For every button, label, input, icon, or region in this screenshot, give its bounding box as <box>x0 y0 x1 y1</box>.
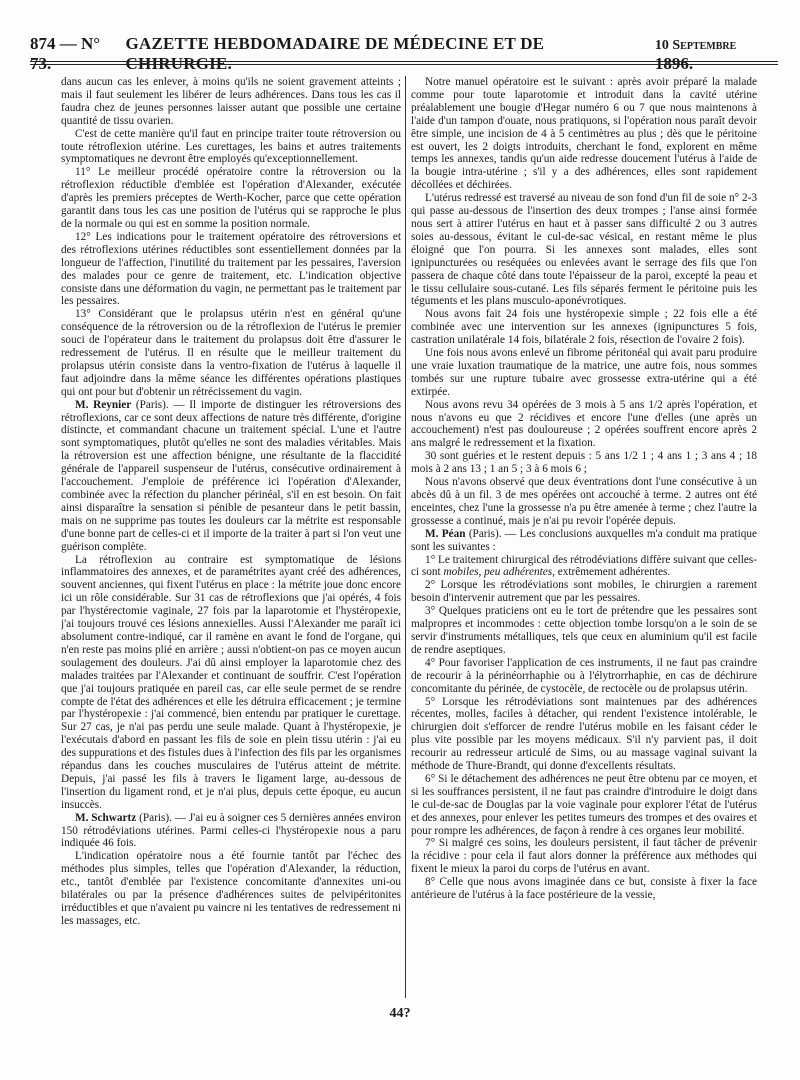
paragraph-text: 11° Le meilleur procédé opératoire contre la rétroversion ou la rétroflexion réductible d'emblée est l'opération d'Alexander, exécutée d'après les premiers préceptes de Werth-Kocher, parce que cette opération garantit dans tous les cas une position de l'utérus qui se rapproche le plus de la normale ou qui est en somme la position normale. <box>61 166 401 230</box>
right-column <box>411 76 757 1021</box>
paragraph-text: L'indication opératoire nous a été fournie tantôt par l'échec des méthodes plus simples, telles que l'opération d'Alexander, la réduction, etc., tantôt d'emblée par l'existence concomitante d'annexites uni-ou bilatérales ou par la présence d'adhérences suites de pelvipéritonites irréductibles et que n'avaient pu vaincre ni les tentatives de redressement ni les massages, etc. <box>61 850 401 927</box>
emphasis-text: mobiles, peu adhérentes <box>443 566 553 579</box>
paragraph <box>411 76 757 192</box>
paragraph-text: Notre manuel opératoire est le suivant : après avoir préparé la malade comme pour toute laparotomie et introduit dans la cavité utérine préalablement une bougie d'Hegar numéro 6 ou 7 que nous maintenons à l'aide d'un tampon d'ouate, nous pratiquons, si l'opération nous paraît devoir être simple, une incision de 4 à 5 centimètres au plus ; dès que le péritoine est ouvert, les 2 doigts introduits, cherchant le fond, explorent en même temps les annexes, tandis qu'un aide redresse doucement l'utérus à l'aide de la bougie intra-utérine ; s'il y a des adhérences, elles sont rapidement décollées et déchirées. <box>411 76 757 192</box>
issue-date <box>655 38 778 74</box>
paragraph-text: dans aucun cas les enlever, à moins qu'ils ne soient gravement atteints ; mais il faut seulement les libérer de leurs adhérences. Dans tous les cas il faudra chez de jeunes personnes laisser autant que possible une certaine quantité de tissu ovarien. <box>61 76 401 127</box>
speaker-name: M. Péan <box>425 527 466 540</box>
paragraph <box>411 308 757 347</box>
issue-date-day-month: 10 Septembre <box>654 38 737 53</box>
paragraph-text: 4° Pour favoriser l'application de ces instruments, il ne faut pas craindre de recourir à la périnéorrhaphie ou à l'élytrorrhaphie, en cas de déchirure concomitante du périnée, de cystocèle, de rectocèle ou de prolapsus utérin. <box>411 656 757 695</box>
paragraph-text: (Paris). — J'ai eu à soigner ces 5 dernières années environ 150 rétrodéviations utérines. Parmi celles-ci l'hystéropexie nous a paru indiquée 46 fois. <box>61 811 401 850</box>
paragraph <box>411 192 757 308</box>
journal-title: GAZETTE HEBDOMADAIRE DE MÉDECINE ET DE CHIRURGIE. <box>125 34 545 73</box>
paragraph-text: Nous avons fait 24 fois une hystéropexie simple ; 22 fois elle a été combinée avec une intervention sur les annexes (ignipunctures 5 fois, castration unilatérale 14 fois, bilatérale 2 fois, résection de l'ovaire 2 fois). <box>411 308 757 347</box>
paragraph-text: 2° Lorsque les rétrodéviations sont mobiles, le chirurgien a rarement besoin d'intervenir autrement que par les pessaires. <box>411 579 757 605</box>
paragraph-text: 3° Quelques praticiens ont eu le tort de prétendre que les pessaires sont malpropres et incommodes : cette objection tombe lorsqu'on a le soin de se servir d'instruments métalliques, tels que ceux en aluminium qu'il est facile de rendre aseptiques. <box>411 605 757 656</box>
paragraph <box>411 773 757 838</box>
paragraph-text: 5° Lorsque les rétrodéviations sont maintenues par des adhérences récentes, molles, faciles à détacher, qui rendent l'existence intolérable, le chirurgien doit s'efforcer de rendre l'utérus mobile en les faisant céder le plus vite possible par les moyens médicaux. S'il n'y parvient pas, il doit recourir au redresseur articulé de Sims, ou au massage vaginal suivant la méthode de Thure-Brandt, qui donne d'excellents résultats. <box>411 695 757 773</box>
paragraph-text: Nous avons revu 34 opérées de 3 mois à 5 ans 1/2 après l'opération, et nous n'avons eu que 2 récidives et encore l'une d'elles (une après un accouchement) n'est pas douloureuse ; 2 opérées souffrent encore après 2 ans malgré le redressement et la fixation. <box>411 398 757 450</box>
paragraph <box>61 554 401 812</box>
paragraph <box>411 579 757 605</box>
paragraph <box>61 166 401 231</box>
paragraph-text: Nous n'avons observé que deux éventrations dont l'une consécutive à un abcès dû à un fil. 3 de mes opérées ont accouché à terme. 2 autres ont été enceintes, chez l'une la grossesse n'a pu être amenée à terme ; chez l'autre la grossesse a continué, mais je n'ai pu revoir l'opérée depuis. <box>411 476 757 527</box>
paragraph <box>411 837 757 876</box>
paragraph-text: 1° Le traitement chirurgical des rétrodéviations diffère suivant que celles-ci sont <box>411 553 757 579</box>
paragraph <box>411 876 757 902</box>
paragraph <box>61 850 401 927</box>
paragraph-text: Une fois nous avons enlevé un fibrome péritonéal qui avait paru produire une vraie luxation traumatique de la matrice, une autre fois, nous sommes tombés sur une rupture tubaire avec grossesse extra-utérine qui a été extirpée. <box>411 347 757 398</box>
paragraph-text: 8° Celle que nous avons imaginée dans ce but, consiste à fixer la face antérieure de l'utérus à la face postérieure de la vessie, <box>411 876 757 902</box>
paragraph-text: C'est de cette manière qu'il faut en principe traiter toute rétroversion ou toute rétroflexion utérine. Les curettages, les bains et autres traitements symptomatiques ne devront être employés qu'exceptionnellement. <box>61 127 401 166</box>
paragraph-text: (Paris). — Il importe de distinguer les rétroversions des rétroflexions, car ce sont deux affections de nature très différente, d'origine distincte, et commandant chacune un traitement spécial. L'une et l'autre sont symptomatiques, plutôt qu'elles ne sont des maladies véritables. Mais la rétroversion est une affection bénigne, une résultante de la flaccidité générale de l'appareil suspenseur de l'utérus, consécutive ordinairement à l'accouchement. J'emploie de préférence ici l'opération d'Alexander, combinée avec la réfection du plancher périnéal, s'il en est besoin. On fait ainsi disparaître la sensation si pénible de pesanteur dans le petit bassin, mais on ne supprime pas toutes les douleurs car la métrite est responsable d'une bonne part de celles-ci et il importe de la traiter à part si l'on veut une guérison complète. <box>61 398 401 553</box>
left-column <box>61 76 401 1021</box>
header-rule <box>30 61 778 62</box>
folio-number: 44? <box>389 1006 411 1021</box>
paragraph-text: (Paris). — Les conclusions auxquelles m'a conduit ma pratique sont les suivantes : <box>411 527 757 553</box>
paragraph <box>61 231 401 308</box>
paragraph <box>411 657 757 696</box>
paragraph <box>411 696 757 773</box>
paragraph <box>61 76 401 128</box>
paragraph-text: 6° Si le détachement des adhérences ne peut être obtenu par ce moyen, et si les souffrances persistent, il ne faut pas craindre d'introduire le doigt dans le cul-de-sac de Douglas par la voie vaginale pour explorer l'état de l'utérus et des annexes, pour enlever les petites tumeurs des trompes et des ovaires et pour rompre les adhérences, de façon à rendre à ces organes leur mobilité. <box>411 772 757 837</box>
paragraph <box>411 399 757 451</box>
paragraph-text: L'utérus redressé est traversé au niveau de son fond d'un fil de soie n° 2-3 qui passe au-dessous de l'insertion des deux trompes ; l'anse ainsi formée nous sert à attirer l'utérus en haut et à passer sans difficulté 2 ou 3 autres soies au-dessous, évitant le cul-de-sac vésical, en restant même le plus éloigné que l'on pourra. Si les annexes sont malades, elles sont ignipuncturées ou reséquées ou enlevées avant le serrage des fils que l'on passera de chaque côté dans toute l'épaisseur de la paroi, excepté la peau et le tissu cellulaire sous-cutané. Les fils séparés ferment le péritoine puis les téguments et les plans musculo-aponévrotiques. <box>411 192 757 308</box>
paragraph <box>411 554 757 580</box>
paragraph <box>411 450 757 476</box>
speaker-name: M. Schwartz <box>75 811 137 824</box>
paragraph <box>411 476 757 528</box>
paragraph <box>61 128 401 167</box>
column-divider <box>405 76 406 998</box>
paragraph-text: La rétroflexion au contraire est symptomatique de lésions inflammatoires des annexes, et de paramétrites ayant créé des adhérences, souvent anciennes, qui fixent l'utérus en place : la métrite joue donc encore ici un rôle considérable. Sur 31 cas de rétroflexions que j'ai opérés, 4 fois par l'hystérectomie vaginale, 27 fois par la laparotomie et l'hystéropexie, j'ai toujours trouvé ces lésions annexielles. Aussi l'Alexander me paraît ici absolument contre-indiqué, car il ramène en avant le fond de l'organe, qui n'en reste pas moins plié en arrière ; aussi n'obtient-on pas ce moyen aucun soulagement des douleurs. J'ai dû ainsi employer la laparotomie chez des malades traitées par l'Alexander et continuant de souffrir. C'est l'opération que j'ai toujours pratiquée en pareil cas, car elle seule permet de se rendre compte de l'état des adhérences et elle les détruira efficacement ; je termine par l'hystéropexie : j'ai commencé, bien entendu par pratiquer le curettage. Sur 27 cas, je n'ai pas perdu une seule malade. Quant à l'hystéropexie, je l'exécutais d'abord en passant les fils de soie en plein tissu utérin : j'ai eu des suppurations et des fistules dues à l'infection des fils par les organismes répandus dans les couches musculaires de l'utérus atteint de métrite. Depuis, j'ai passé les fils à travers le ligament large, au-dessous de l'insertion du ligament rond, et je n'ai plus, depuis cette époque, eu aucun insuccès. <box>61 553 401 811</box>
page-number-issue: 874 — N° 73. <box>30 34 101 73</box>
paragraph-text: 30 sont guéries et le restent depuis : 5 ans 1/2 1 ; 4 ans 1 ; 3 ans 4 ; 18 mois à 2 ans 13 ; 1 an 5 ; 3 à 6 mois 6 ; <box>411 450 757 476</box>
header-rule-double <box>30 64 778 65</box>
paragraph <box>411 528 757 554</box>
paragraph <box>411 605 757 657</box>
paragraph-text: 12° Les indications pour le traitement opératoire des rétroversions et des rétroflexions utérines réductibles sont essentiellement données par la longueur de l'affection, l'inutilité du traitement par les pessaires, l'aversion des malades pour ce genre de traitement, etc. L'indication objective consiste dans une déformation du vagin, ne permettant pas le traitement par les pessaires. <box>61 230 401 308</box>
running-header <box>30 34 778 73</box>
paragraph-text: , extrêmement adhérentes. <box>552 566 671 579</box>
speaker-name: M. Reynier <box>75 398 132 411</box>
paragraph <box>61 399 401 554</box>
paragraph-text: 7° Si malgré ces soins, les douleurs persistent, il faut tâcher de prévenir la récidive : pour cela il faut alors donner la préférence aux méthodes qui fixent le mieux la paroi du corps de l'utérus en avant. <box>411 837 757 876</box>
issue-date-year: 1896. <box>654 54 694 73</box>
paragraph-text: 13° Considérant que le prolapsus utérin n'est en général qu'une conséquence de la rétroversion ou de la rétroflexion de l'utérus le premier souci de l'opérateur dans le traitement du prolapsus doit être d'assurer le redressement de l'utérus. Il en résulte que le meilleur traitement du prolapsus utérin consiste dans la ventro-fixation de l'utérus à laquelle il faut adjoindre dans la même séance les différentes opérations plastiques qui ont pour but d'obtenir un rétrécissement du vagin. <box>61 308 401 398</box>
paragraph <box>411 347 757 399</box>
paragraph <box>61 812 401 851</box>
paragraph <box>61 308 401 398</box>
